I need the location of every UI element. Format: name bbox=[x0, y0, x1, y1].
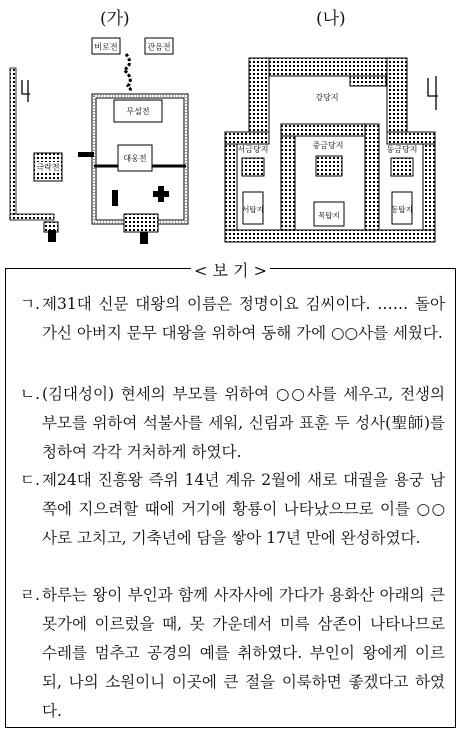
seokgatap bbox=[112, 190, 118, 206]
north-arrow-icon bbox=[428, 76, 438, 110]
diagram-b-label: (나) bbox=[316, 9, 346, 29]
item-text: (김대성이) 현세의 부모를 위하여 ○○사를 세우고, 전생의 부모를 위하여 석불사를 세워, 신림과 표훈 두 성사(聖師)를 청하여 각각 거처하게 하였다. bbox=[42, 385, 445, 461]
bogi-title-wrap bbox=[6, 258, 455, 281]
gwaneumjeon-label: 관음전 bbox=[147, 42, 171, 52]
diagram-a-label: (가) bbox=[100, 9, 130, 29]
list-item bbox=[20, 380, 445, 467]
west-wall bbox=[10, 68, 16, 220]
dabotap bbox=[153, 186, 169, 202]
south-corridor bbox=[225, 230, 435, 242]
seotapji-label: 서탑지 bbox=[242, 205, 264, 214]
item-text: 하루는 왕이 부인과 함께 사자사에 가다가 용화산 아래의 큰 못가에 이르렀을 때, 못 가운데서 미륵 삼존이 나타나므로 수레를 멈추고 공경의 예를 취하였다. 부인이 왕에게 이르되, 나의 소원이니 이곳에 큰 절을 이룩하면 좋겠다고 하였다. bbox=[42, 586, 445, 720]
east-corridor bbox=[423, 132, 435, 242]
birojeon-label: 비로전 bbox=[94, 42, 118, 52]
central-hall-site bbox=[316, 156, 342, 176]
item-text: 제31대 신문 대왕의 이름은 정명이요 김씨이다. …… 돌아가신 아버지 문무 대왕을 위하여 동해 가에 ○○사를 세웠다. bbox=[42, 295, 445, 342]
list-item bbox=[20, 290, 445, 348]
item-text: 제24대 진흥왕 즉위 14년 계유 2월에 새로 대궐을 용궁 남쪽에 지으려할 때에 거기에 황룡이 나타났으므로 이를 ○○사로 고치고, 기축년에 담을 쌓아 17년 만에 완성하였다. bbox=[42, 471, 445, 547]
north-mark-a: 4 bbox=[20, 77, 37, 107]
seogeumdangji-label: 서금당지 bbox=[237, 145, 269, 154]
bogi-title: < 보 기 > bbox=[191, 261, 270, 280]
geungnakjeon-label: 극락전 bbox=[36, 163, 60, 172]
east-hall-site bbox=[391, 158, 413, 176]
list-item bbox=[20, 466, 445, 553]
list-item bbox=[20, 581, 445, 726]
diagram-a bbox=[10, 38, 186, 244]
item-marker: ㄷ. bbox=[20, 471, 40, 489]
stairway bbox=[124, 54, 131, 92]
gangdangji-label: 강당지 bbox=[315, 93, 339, 102]
daeungjeon-label: 대웅전 bbox=[123, 154, 147, 163]
diagram-b bbox=[225, 58, 438, 242]
north-arrow-icon bbox=[22, 80, 30, 102]
dongtapji-label: 동탑지 bbox=[391, 205, 413, 214]
temple-layout-diagrams bbox=[0, 0, 462, 262]
item-marker: ㄹ. bbox=[20, 586, 40, 604]
west-hall-site bbox=[242, 158, 264, 176]
main-gate bbox=[124, 214, 158, 232]
item-marker: ㄴ. bbox=[20, 385, 40, 403]
moktapji-label: 목탑지 bbox=[318, 211, 340, 220]
south-wall bbox=[10, 214, 54, 220]
west-corridor bbox=[225, 132, 237, 242]
junggeumdangji-label: 중금당지 bbox=[312, 141, 344, 150]
item-marker: ㄱ. bbox=[20, 295, 40, 313]
museoljeon-label: 무설전 bbox=[126, 107, 150, 116]
bogi-box bbox=[5, 261, 456, 728]
north-corridor bbox=[249, 58, 407, 76]
donggeumdangji-label: 동금당지 bbox=[386, 145, 418, 154]
